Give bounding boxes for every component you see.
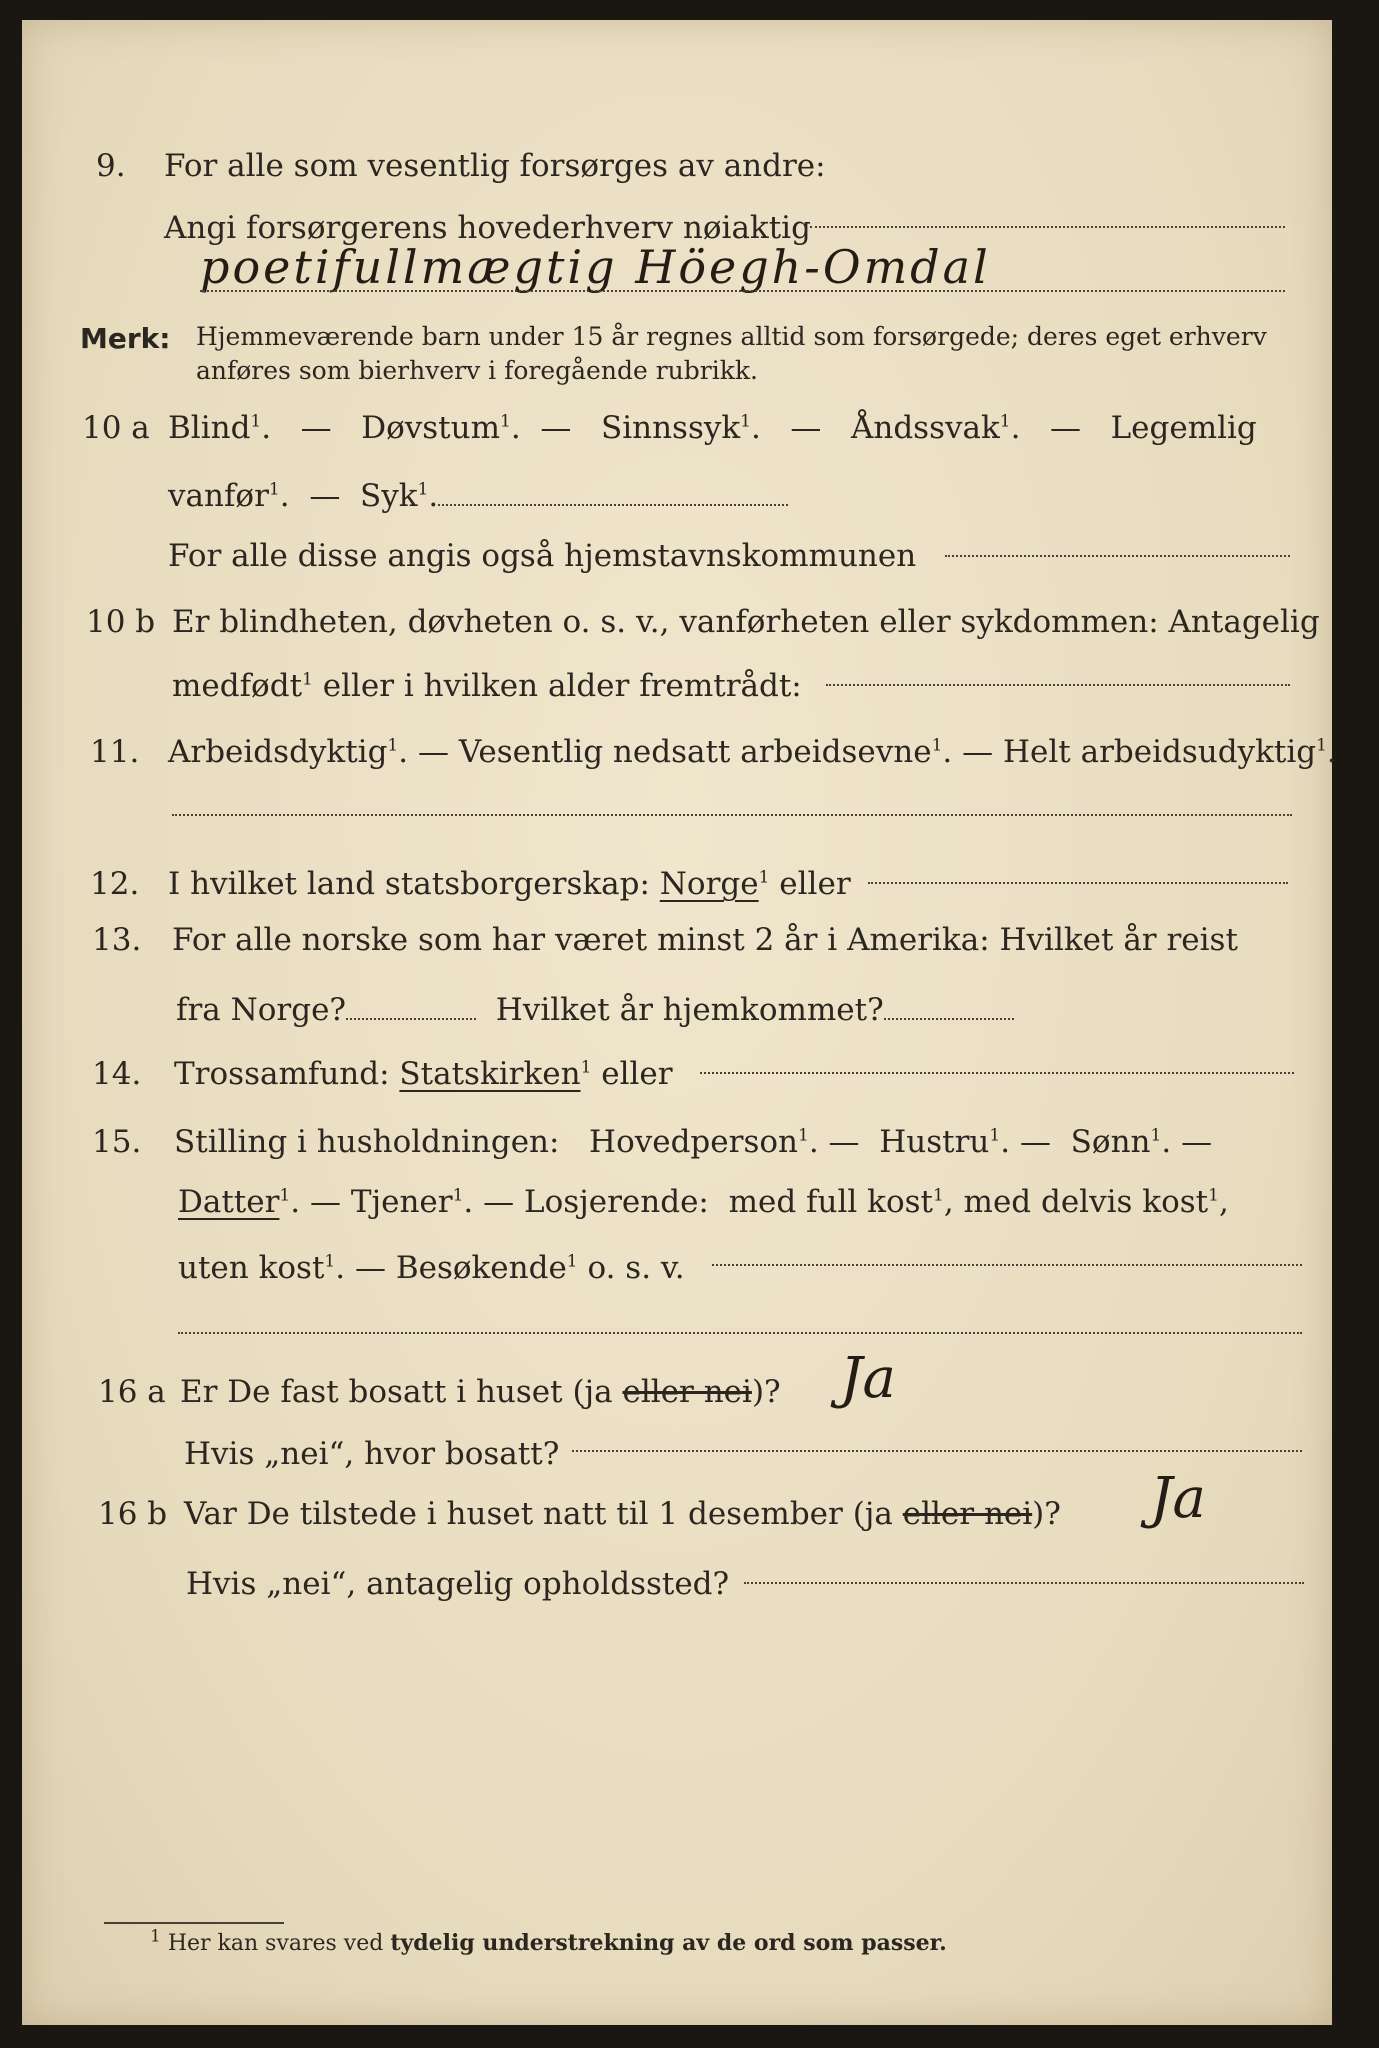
q16a-question: Er De fast bosatt i huset (ja: [180, 1374, 613, 1410]
q16b-question: Var De tilstede i huset natt til 1 desember (ja: [184, 1496, 893, 1532]
q10a-answer-line: [438, 482, 788, 506]
q12-number: 12.: [90, 866, 140, 902]
q16b-struck-option: eller nei: [902, 1496, 1033, 1532]
q10b-line1: [0, 604, 1379, 654]
q15-question: Stilling i husholdningen:: [174, 1124, 560, 1160]
q16b-hvis-nei: Hvis „nei“, antagelig opholdssted?: [186, 1566, 730, 1602]
merk-text-2: anføres som bierhverv i foregående rubrikk.: [196, 356, 758, 385]
q11-answer-line: [172, 814, 1292, 816]
q10b-number: 10 b: [86, 604, 156, 640]
footnote: [0, 1926, 1379, 1980]
q9-answer-line-2: [200, 290, 1285, 292]
opt-hustru: Hustru: [879, 1124, 990, 1160]
q12-question: I hvilket land statsborgerskap:: [168, 866, 650, 902]
opt-tjener: Tjener: [350, 1184, 453, 1220]
q15-line3: uten kost$^1$. — Besøkende$^1$ o. s. v.: [178, 1250, 685, 1286]
q16a-answer-line: [572, 1450, 1302, 1452]
opt-delvis-kost: med delvis kost: [963, 1184, 1209, 1220]
q12-line: 12. I hvilket land statsborgerskap: Norge$^1$ eller: [90, 866, 851, 902]
q13-line2: [0, 992, 1379, 1042]
q13-fra-line: [346, 996, 476, 1020]
opt-sinnssyk: Sinnssyk: [600, 410, 741, 446]
q12-eller: eller: [779, 866, 851, 902]
footnote-rule: [104, 1922, 284, 1924]
opt-syk: Syk: [360, 478, 418, 514]
merk-label: Merk:: [80, 322, 171, 355]
opt-nedsatt: Vesentlig nedsatt arbeidsevne: [458, 734, 932, 770]
q16b-number: 16 b: [98, 1496, 168, 1532]
q10b-question: Er blindheten, døvheten o. s. v., vanførheten eller sykdommen: Antagelig: [172, 604, 1320, 640]
q15-answer-line-2: [178, 1332, 1302, 1334]
q15-answer-line-1: [712, 1264, 1302, 1266]
q14-line: 14. Trossamfund: Statskirken$^1$ eller: [92, 1056, 673, 1092]
q13-question: For alle norske som har været minst 2 år i Amerika: Hvilket år reist: [172, 922, 1238, 958]
q13-hjemkommet: Hvilket år hjemkommet?: [495, 992, 884, 1028]
q11-line: 11. Arbeidsdyktig$^1$. — Vesentlig nedsatt arbeidsevne$^1$. — Helt arbeidsudyktig$^1$.: [90, 734, 1337, 770]
q10b-alder: eller i hvilken alder fremtrådt:: [322, 668, 802, 704]
q10a-hjemstavn-line: [945, 555, 1290, 557]
q14-number: 14.: [92, 1056, 142, 1092]
merk-text-1: Hjemmeværende barn under 15 år regnes alltid som forsørgede; deres eget erhverv: [196, 322, 1267, 351]
q11-number: 11.: [90, 734, 140, 770]
q10a-line2: vanfør$^1$. — Syk$^1$.: [0, 478, 1379, 528]
q15-line2: Datter$^1$. — Tjener$^1$. — Losjerende: med full kost$^1$, med delvis kost$^1$,: [178, 1184, 1229, 1220]
q16b-line2: [0, 1566, 1379, 1616]
q15-line1: 15. Stilling i husholdningen: Hovedperson$^1$. — Hustru$^1$. — Sønn$^1$. —: [92, 1124, 1213, 1160]
opt-losjerende: Losjerende:: [524, 1184, 709, 1220]
q16a-line1: 16 a Er De fast bosatt i huset (ja eller nei)?: [98, 1374, 781, 1410]
opt-full-kost: med full kost: [728, 1184, 933, 1220]
q13-hjem-line: [884, 996, 1014, 1020]
opt-besokende: Besøkende: [395, 1250, 567, 1286]
q9-number: 9.: [96, 148, 126, 184]
q14-eller: eller: [601, 1056, 673, 1092]
q13-line1: [0, 922, 1379, 972]
q16b-answer-line: [744, 1582, 1304, 1584]
q16a-number: 16 a: [98, 1374, 166, 1410]
q14-answer-line: [700, 1072, 1294, 1074]
opt-uten-kost: uten kost: [178, 1250, 325, 1286]
q16a-handwritten-answer: Ja: [840, 1346, 896, 1411]
opt-datter: Datter: [178, 1184, 280, 1220]
opt-medfodt: medfødt: [172, 668, 303, 704]
footnote-mark: 1: [150, 1926, 161, 1947]
q16b-line1: 16 b Var De tilstede i huset natt til 1 desember (ja eller nei)?: [98, 1496, 1061, 1532]
q10a-options-1: Blind$^1$. — Døvstum$^1$. — Sinnssyk$^1$. — Åndssvak$^1$. — Legemlig: [168, 410, 1257, 446]
opt-hovedperson: Hovedperson: [589, 1124, 798, 1160]
opt-vanfor: vanfør: [168, 478, 269, 514]
footnote-bold-text: tydelig understrekning av de ord som passer.: [390, 1930, 947, 1956]
opt-blind: Blind: [168, 410, 251, 446]
q10a-line3: [0, 538, 1379, 588]
q9-handwritten-answer: poetifullmægtig Höegh-Omdal: [200, 240, 991, 294]
q10a-number: 10 a: [82, 410, 150, 446]
q9-answer-line-1: [810, 226, 1285, 228]
q14-question: Trossamfund:: [174, 1056, 390, 1092]
q9-line1: [0, 148, 1379, 198]
opt-udyktig: Helt arbeidsudyktig: [1002, 734, 1317, 770]
q9-question: For alle som vesentlig forsørges av andre:: [164, 148, 826, 184]
q13-fra-norge: fra Norge?: [176, 992, 347, 1028]
opt-sonn: Sønn: [1070, 1124, 1151, 1160]
q10b-line2: medfødt$^1$ eller i hvilken alder fremtrådt:: [172, 668, 802, 704]
opt-legemlig: Legemlig: [1110, 410, 1257, 446]
q16b-handwritten-answer: Ja: [1150, 1466, 1206, 1531]
opt-norge: Norge: [659, 866, 759, 902]
opt-dovstum: Døvstum: [361, 410, 500, 446]
q12-answer-line: [868, 882, 1288, 884]
opt-andssvak: Åndssvak: [850, 410, 1000, 446]
q13-number: 13.: [92, 922, 142, 958]
opt-statskirken: Statskirken: [399, 1056, 581, 1092]
q15-number: 15.: [92, 1124, 142, 1160]
q16a-hvis-nei: Hvis „nei“, hvor bosatt?: [184, 1436, 560, 1472]
opt-arbeidsdyktig: Arbeidsdyktig: [168, 734, 388, 770]
q15-osv: o. s. v.: [587, 1250, 685, 1286]
q10b-answer-line: [826, 684, 1290, 686]
q16a-struck-option: eller nei: [622, 1374, 752, 1410]
q9-instruction: Angi forsørgerens hovederhverv nøiaktig: [164, 210, 811, 246]
q10a-hjemstavn: For alle disse angis også hjemstavnskommunen: [168, 538, 917, 574]
merk-line2: [0, 356, 1379, 406]
q10a-line1: [0, 410, 1379, 460]
footnote-text: Her kan svares ved: [167, 1931, 384, 1956]
